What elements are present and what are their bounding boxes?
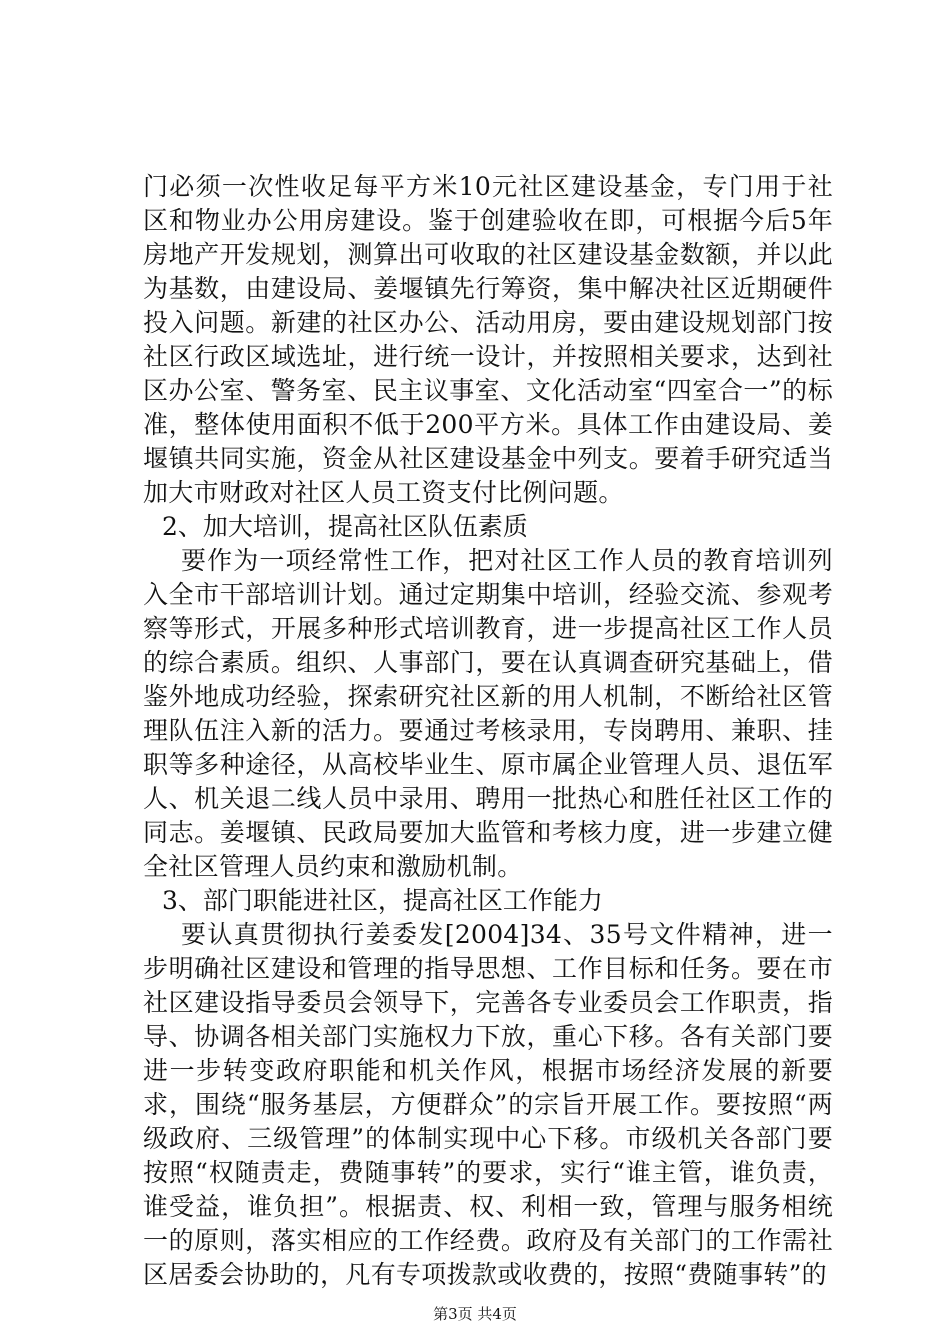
section-heading-3: 3、部门职能进社区，提高社区工作能力 (162, 886, 603, 915)
document-body (143, 170, 833, 1292)
paragraph-1: 门必须一次性收足每平方米10元社区建设基金，专门用于社区和物业办公用房建设。鉴于创建验收在即，可根据今后5年房地产开发规划，测算出可收取的社区建设基金数额，并以此为基数，由建设局、姜堰镇先行筹资，集中解决社区近期硬件投入问题。新建的社区办公、活动用房，要由建设规划部门按社区行政区域选址，进行统一设计，并按照相关要求，达到社区办公室、警务室、民主议事室、文化活动室“四室合一”的标准，整体使用面积不低于200平方米。具体工作由建设局、姜堰镇共同实施，资金从社区建设基金中列支。要着手研究适当加大市财政对社区人员工资支付比例问题。 (143, 172, 833, 507)
paragraph-3: 要认真贯彻执行姜委发[2004]34、35号文件精神，进一步明确社区建设和管理的指导思想、工作目标和任务。要在市社区建设指导委员会领导下，完善各专业委员会工作职责，指导、协调各相关部门实施权力下放，重心下移。各有关部门要进一步转变政府职能和机关作风，根据市场经济发展的新要求，围绕“服务基层，方便群众”的宗旨开展工作。要按照“两级政府、三级管理”的体制实现中心下移。市级机关各部门要按照“权随责走，费随事转”的要求，实行“谁主管，谁负责，谁受益，谁负担”。根据责、权、利相一致，管理与服务相统一的原则，落实相应的工作经费。政府及有关部门的工作需社区居委会协助的，凡有专项拨款或收费的，按照“费随事转”的 (143, 920, 833, 1289)
paragraph-2: 要作为一项经常性工作，把对社区工作人员的教育培训列入全市干部培训计划。通过定期集中培训，经验交流、参观考察等形式，开展多种形式培训教育，进一步提高社区工作人员的综合素质。组织、人事部门，要在认真调查研究基础上，借鉴外地成功经验，探索研究社区新的用人机制，不断给社区管理队伍注入新的活力。要通过考核录用，专岗聘用、兼职、挂职等多种途径，从高校毕业生、原市属企业管理人员、退伍军人、机关退二线人员中录用、聘用一批热心和胜任社区工作的同志。姜堰镇、民政局要加大监管和考核力度，进一步建立健全社区管理人员约束和激励机制。 (143, 546, 833, 881)
page-footer: 第3页 共4页 (433, 1305, 517, 1323)
section-heading-2: 2、加大培训，提高社区队伍素质 (162, 512, 528, 541)
